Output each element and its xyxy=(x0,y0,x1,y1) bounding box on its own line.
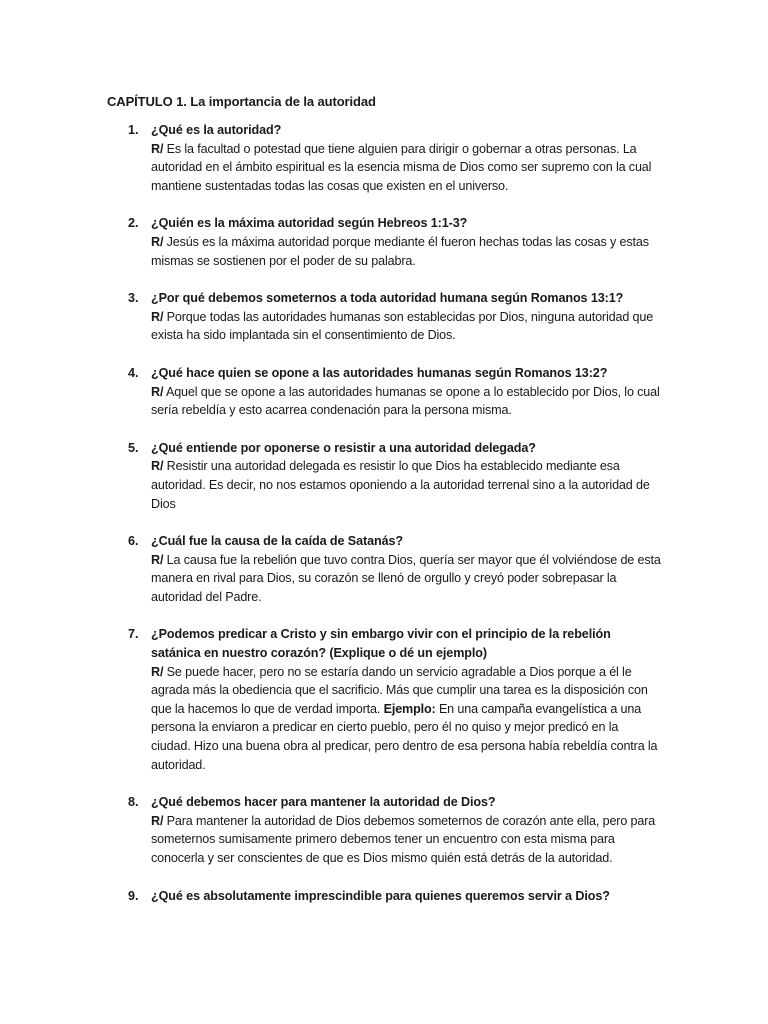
question-text: ¿Cuál fue la causa de la caída de Satanás? xyxy=(151,534,403,549)
question-item-6 xyxy=(0,532,661,606)
question-number: 3. xyxy=(128,291,139,306)
question-number: 7. xyxy=(128,627,139,642)
answer-text xyxy=(151,308,661,345)
question-text: ¿Qué debemos hacer para mantener la autoridad de Dios? xyxy=(151,795,496,810)
answer-body: Porque todas las autoridades humanas son establecidas por Dios, ninguna autoridad que exista ha sido implantada sin el consentimiento de Dios. xyxy=(151,309,654,343)
question-text: ¿Qué es absolutamente imprescindible para quienes queremos servir a Dios? xyxy=(151,888,610,903)
answer-body: Jesús es la máxima autoridad porque mediante él fueron hechas todas las cosas y estas mismas se sostienen por el poder de su palabra. xyxy=(151,234,649,268)
question-text: ¿Qué entiende por oponerse o resistir a una autoridad delegada? xyxy=(151,440,536,455)
page-title: CAPÍTULO 1. La importancia de la autoridad xyxy=(107,94,376,109)
question-item-1 xyxy=(0,121,661,195)
question-text: ¿Qué es la autoridad? xyxy=(151,123,282,137)
answer-text xyxy=(151,551,661,607)
answer-prefix: R/ xyxy=(151,141,164,156)
question-number: 4. xyxy=(128,365,139,380)
question-item-5 xyxy=(0,439,661,513)
answer-text xyxy=(151,383,661,420)
answer-text xyxy=(151,812,661,868)
question-text: ¿Qué hace quien se opone a las autoridades humanas según Romanos 13:2? xyxy=(151,365,608,380)
answer-prefix: R/ xyxy=(151,664,164,679)
question-text: ¿Podemos predicar a Cristo y sin embargo vivir con el principio de la rebelión satánica en nuestro corazón? (Explique o dé un ejemplo) xyxy=(151,627,611,661)
answer-prefix: R/ xyxy=(151,234,164,249)
question-text: ¿Por qué debemos someternos a toda autoridad humana según Romanos 13:1? xyxy=(151,291,624,306)
question-item-3 xyxy=(0,289,661,345)
question-number: 8. xyxy=(128,795,139,810)
answer-body: La causa fue la rebelión que tuvo contra Dios, quería ser mayor que él volviéndose de esta manera en rival para Dios, su corazón se llenó de orgullo y creyó poder sobrepasar la autoridad del Padre. xyxy=(151,552,661,604)
answer-body: Se puede hacer, pero no se estaría dando un servicio agradable a Dios porque a él le agrada más la obediencia que el sacrificio. Más que cumplir una tarea es la disposición con que la hacemos lo que de verdad importa. xyxy=(151,664,648,716)
answer-body: Resistir una autoridad delegada es resistir lo que Dios ha establecido mediante esa autoridad. Es decir, no nos estamos oponiendo a la autoridad terrenal sino a la autoridad de Dios xyxy=(151,459,650,511)
question-item-2 xyxy=(0,214,661,270)
question-list xyxy=(0,121,768,924)
answer-prefix: R/ xyxy=(151,813,164,828)
answer-text xyxy=(151,663,661,775)
question-number: 9. xyxy=(128,888,139,903)
answer-body: Para mantener la autoridad de Dios debemos someternos de corazón ante ella, pero para someternos sumisamente primero debemos tener un encuentro con esta misma para conocerla y ser conscientes de que es Dios mismo quién está detrás de la autoridad. xyxy=(151,813,656,865)
question-number: 1. xyxy=(128,123,139,137)
answer-prefix: R/ xyxy=(151,384,164,399)
answer-text xyxy=(151,140,661,196)
answer-prefix: R/ xyxy=(151,309,164,324)
question-number: 5. xyxy=(128,440,139,455)
question-item-4 xyxy=(0,364,661,420)
answer-body: Es la facultad o potestad que tiene alguien para dirigir o gobernar a otras personas. La autoridad en el ámbito espiritual es la esencia misma de Dios como ser supremo con la cual mantiene sustentadas todas las cosas que existen en el universo. xyxy=(151,141,652,193)
question-item-7 xyxy=(0,625,661,774)
answer-prefix: R/ xyxy=(151,459,164,474)
question-number: 6. xyxy=(128,534,139,549)
question-number: 2. xyxy=(128,216,139,231)
answer-text xyxy=(151,457,661,513)
question-item-9 xyxy=(0,887,661,906)
answer-prefix: R/ xyxy=(151,552,164,567)
example-text: En una campaña evangelística a una persona la enviaron a predicar en cierto pueblo, pero él no quiso y mejor predicó en la ciudad. Hizo una buena obra al predicar, pero dentro de esa persona había rebeldía contra la autoridad. xyxy=(151,701,658,772)
example-label: Ejemplo: xyxy=(383,701,436,716)
question-item-8 xyxy=(0,793,661,867)
question-text: ¿Quién es la máxima autoridad según Hebreos 1:1-3? xyxy=(151,216,468,231)
answer-body: Aquel que se opone a las autoridades humanas se opone a lo establecido por Dios, lo cual sería rebeldía y esto acarrea condenación para la persona misma. xyxy=(151,384,660,418)
answer-text xyxy=(151,233,661,270)
